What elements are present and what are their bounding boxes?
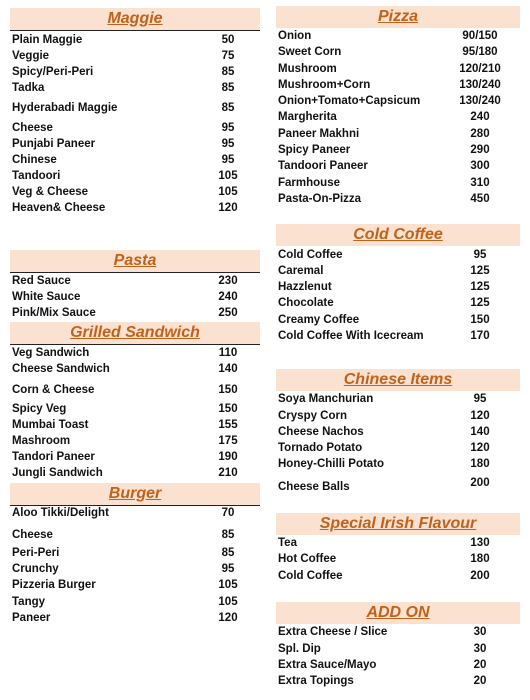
item-price: 85 xyxy=(221,547,235,559)
item-name: Pasta-On-Pizza xyxy=(278,193,362,205)
item-name: Spl. Dip xyxy=(278,643,321,655)
item-name: Cold Coffee xyxy=(278,570,343,582)
menu-item xyxy=(278,328,520,344)
menu-item xyxy=(12,505,260,521)
item-name: Veggie xyxy=(12,50,50,62)
item-name: Tandori Paneer xyxy=(12,451,95,463)
menu-item xyxy=(278,424,520,440)
item-price: 130/240 xyxy=(459,79,501,91)
menu-item xyxy=(278,77,520,93)
section-title: Special Irish Flavour xyxy=(276,513,520,535)
menu-item xyxy=(12,200,260,216)
menu-item xyxy=(12,401,260,417)
section-cold-coffee xyxy=(276,224,520,342)
section-special-irish-flavour xyxy=(276,513,520,582)
menu-item xyxy=(278,109,520,125)
item-name: Plain Maggie xyxy=(12,34,83,46)
menu-item xyxy=(12,32,260,48)
item-name: Mushroom+Corn xyxy=(278,79,371,91)
section-title: Burger xyxy=(10,483,260,506)
menu-item xyxy=(12,361,260,377)
menu-item xyxy=(12,48,260,64)
item-name: Tea xyxy=(278,537,297,549)
item-price: 105 xyxy=(218,579,238,591)
item-price: 125 xyxy=(470,297,490,309)
item-price: 210 xyxy=(218,467,238,479)
item-price: 170 xyxy=(470,330,490,342)
menu-item xyxy=(12,465,260,481)
item-price: 75 xyxy=(221,50,235,62)
item-price: 50 xyxy=(221,34,235,46)
menu-item xyxy=(12,527,260,543)
item-name: Hot Coffee xyxy=(278,553,337,565)
item-name: Farmhouse xyxy=(278,177,340,189)
item-price: 70 xyxy=(221,507,235,519)
item-name: Tangy xyxy=(12,596,46,608)
section-title: Pizza xyxy=(276,6,520,28)
item-price: 240 xyxy=(470,111,490,123)
menu-item xyxy=(12,305,260,321)
item-price: 230 xyxy=(218,275,238,287)
item-name: Chinese xyxy=(12,154,57,166)
item-price: 250 xyxy=(218,307,238,319)
item-name: Red Sauce xyxy=(12,275,71,287)
menu-item xyxy=(12,80,260,96)
item-price: 150 xyxy=(218,384,238,396)
menu-item xyxy=(12,561,260,577)
menu-item xyxy=(278,312,520,328)
item-name: Veg Sandwich xyxy=(12,347,90,359)
menu-item xyxy=(278,93,520,109)
menu-item xyxy=(12,273,260,289)
item-price: 200 xyxy=(470,570,490,582)
item-price: 95 xyxy=(473,393,487,405)
item-name: Mashroom xyxy=(12,435,71,447)
section-pasta xyxy=(10,250,260,319)
menu-item xyxy=(278,624,520,640)
item-price: 120/210 xyxy=(459,63,501,75)
item-name: Spicy Paneer xyxy=(278,144,351,156)
item-name: Mumbai Toast xyxy=(12,419,89,431)
menu-item xyxy=(12,184,260,200)
item-name: Sweet Corn xyxy=(278,46,342,58)
item-price: 30 xyxy=(473,643,487,655)
menu-item xyxy=(278,479,520,495)
menu-item xyxy=(278,44,520,60)
menu-item xyxy=(12,120,260,136)
item-price: 105 xyxy=(218,596,238,608)
item-price: 95/180 xyxy=(462,46,498,58)
item-price: 240 xyxy=(218,291,238,303)
section-title: Pasta xyxy=(10,250,260,273)
item-name: Jungli Sandwich xyxy=(12,467,103,479)
item-name: Tadka xyxy=(12,82,45,94)
item-price: 110 xyxy=(218,347,238,359)
item-price: 125 xyxy=(470,265,490,277)
item-price: 120 xyxy=(218,612,238,624)
item-price: 290 xyxy=(470,144,490,156)
menu-item xyxy=(278,263,520,279)
item-price: 20 xyxy=(473,675,487,687)
item-name: Cheese Nachos xyxy=(278,426,364,438)
menu-item xyxy=(12,136,260,152)
menu-item xyxy=(278,657,520,673)
item-price: 85 xyxy=(221,82,235,94)
item-price: 20 xyxy=(473,659,487,671)
item-price: 155 xyxy=(218,419,238,431)
item-name: Creamy Coffee xyxy=(278,314,360,326)
item-price: 85 xyxy=(221,529,235,541)
item-name: Honey-Chilli Potato xyxy=(278,458,385,470)
menu-item xyxy=(278,456,520,472)
menu-item xyxy=(278,142,520,158)
item-price: 190 xyxy=(218,451,238,463)
menu-item xyxy=(12,382,260,398)
item-name: Spicy/Peri-Peri xyxy=(12,66,94,78)
menu-item xyxy=(12,289,260,305)
item-name: Crunchy xyxy=(12,563,59,575)
item-price: 85 xyxy=(221,102,235,114)
item-name: Aloo Tikki/Delight xyxy=(12,507,109,519)
item-name: Onion xyxy=(278,30,312,42)
menu-item xyxy=(12,594,260,610)
menu-item xyxy=(12,345,260,361)
item-price: 175 xyxy=(218,435,238,447)
section-burger xyxy=(10,483,260,624)
item-name: Cold Coffee With Icecream xyxy=(278,330,424,342)
item-price: 125 xyxy=(470,281,490,293)
item-name: Cheese xyxy=(12,529,53,541)
menu-item xyxy=(278,391,520,407)
item-name: Veg & Cheese xyxy=(12,186,89,198)
section-title: Grilled Sandwich xyxy=(10,322,260,345)
section-title: Maggie xyxy=(10,8,260,31)
item-price: 95 xyxy=(221,122,235,134)
menu-item xyxy=(278,175,520,191)
item-price: 120 xyxy=(218,202,238,214)
item-price: 180 xyxy=(470,458,490,470)
item-name: Pizzeria Burger xyxy=(12,579,96,591)
item-price: 140 xyxy=(470,426,490,438)
item-price: 95 xyxy=(473,249,487,261)
item-name: Soya Manchurian xyxy=(278,393,374,405)
item-price: 90/150 xyxy=(462,30,498,42)
menu-item xyxy=(12,433,260,449)
menu-item xyxy=(12,100,260,116)
item-name: Extra Cheese / Slice xyxy=(278,626,388,638)
item-price: 180 xyxy=(470,553,490,565)
menu-item xyxy=(12,577,260,593)
menu-item xyxy=(278,191,520,207)
section-title: Cold Coffee xyxy=(276,224,520,246)
item-name: Tandoori xyxy=(12,170,61,182)
menu-item xyxy=(278,408,520,424)
menu-item xyxy=(12,449,260,465)
item-price: 105 xyxy=(218,170,238,182)
menu-item xyxy=(278,126,520,142)
item-price: 95 xyxy=(221,563,235,575)
item-price: 85 xyxy=(221,66,235,78)
section-add-on xyxy=(276,602,520,687)
item-name: Tornado Potato xyxy=(278,442,363,454)
item-name: Paneer xyxy=(12,612,51,624)
section-chinese-items xyxy=(276,369,520,493)
menu-item xyxy=(12,64,260,80)
section-grilled-sandwich xyxy=(10,322,260,479)
item-price: 130 xyxy=(470,537,490,549)
menu-item xyxy=(12,417,260,433)
menu-item xyxy=(12,152,260,168)
item-price: 280 xyxy=(470,128,490,140)
item-price: 95 xyxy=(221,154,235,166)
menu-item xyxy=(278,295,520,311)
section-title: Chinese Items xyxy=(276,369,520,391)
menu-item xyxy=(12,168,260,184)
item-name: Cheese xyxy=(12,122,53,134)
item-name: Extra Topings xyxy=(278,675,354,687)
item-name: Paneer Makhni xyxy=(278,128,360,140)
item-name: Chocolate xyxy=(278,297,334,309)
item-price: 130/240 xyxy=(459,95,501,107)
item-price: 200 xyxy=(470,477,490,489)
item-price: 105 xyxy=(218,186,238,198)
item-name: Margherita xyxy=(278,111,337,123)
item-name: Heaven& Cheese xyxy=(12,202,106,214)
item-name: Peri-Peri xyxy=(12,547,60,559)
item-price: 30 xyxy=(473,626,487,638)
section-pizza xyxy=(276,6,520,205)
item-name: Corn & Cheese xyxy=(12,384,95,396)
menu-item xyxy=(278,673,520,689)
item-price: 150 xyxy=(470,314,490,326)
item-price: 140 xyxy=(218,363,238,375)
menu-item xyxy=(278,28,520,44)
item-price: 150 xyxy=(218,403,238,415)
item-name: Cheese Sandwich xyxy=(12,363,110,375)
item-name: Cold Coffee xyxy=(278,249,343,261)
item-price: 450 xyxy=(470,193,490,205)
menu-item xyxy=(12,610,260,626)
item-price: 120 xyxy=(470,410,490,422)
item-name: White Sauce xyxy=(12,291,81,303)
section-maggie xyxy=(10,8,260,214)
item-name: Pink/Mix Sauce xyxy=(12,307,96,319)
item-name: Hyderabadi Maggie xyxy=(12,102,118,114)
menu-item xyxy=(12,545,260,561)
item-name: Spicy Veg xyxy=(12,403,67,415)
item-price: 120 xyxy=(470,442,490,454)
menu-item xyxy=(278,551,520,567)
item-price: 300 xyxy=(470,160,490,172)
menu-item xyxy=(278,535,520,551)
item-name: Mushroom xyxy=(278,63,337,75)
item-name: Cryspy Corn xyxy=(278,410,348,422)
menu-item xyxy=(278,61,520,77)
item-name: Onion+Tomato+Capsicum xyxy=(278,95,421,107)
item-name: Extra Sauce/Mayo xyxy=(278,659,377,671)
section-title: ADD ON xyxy=(276,602,520,624)
menu-item xyxy=(278,641,520,657)
item-name: Hazzlenut xyxy=(278,281,332,293)
menu-item xyxy=(278,247,520,263)
menu-item xyxy=(278,158,520,174)
menu-item xyxy=(278,440,520,456)
item-name: Punjabi Paneer xyxy=(12,138,96,150)
item-name: Cheese Balls xyxy=(278,481,350,493)
menu-item xyxy=(278,568,520,584)
item-name: Tandoori Paneer xyxy=(278,160,368,172)
item-price: 310 xyxy=(470,177,490,189)
item-name: Caremal xyxy=(278,265,324,277)
item-price: 95 xyxy=(221,138,235,150)
menu-item xyxy=(278,279,520,295)
